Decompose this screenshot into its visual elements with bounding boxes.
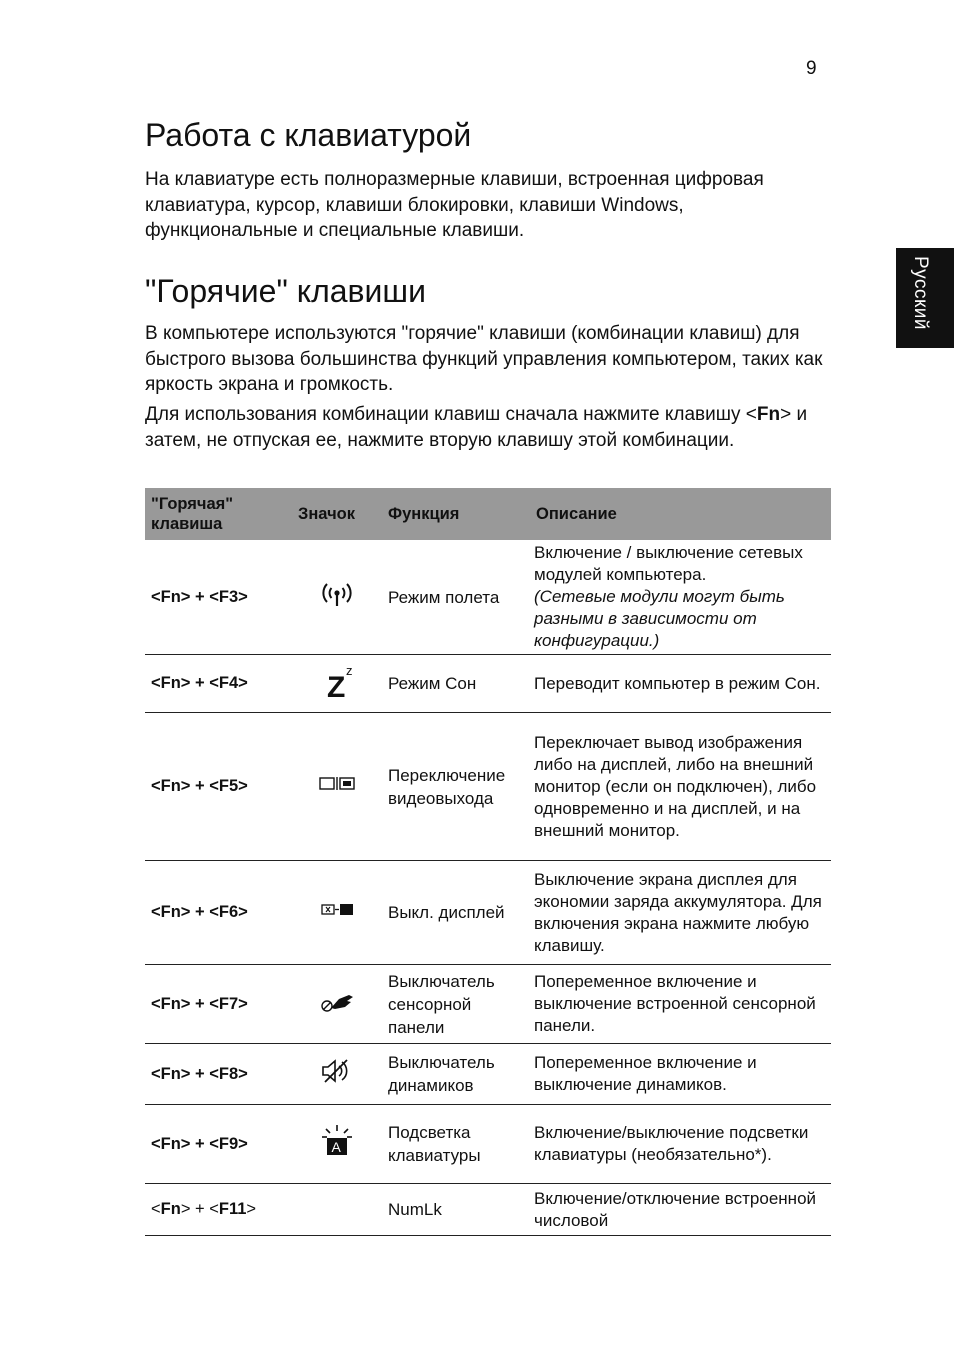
sleep-zz-icon [317,661,357,707]
language-side-tab-label: Русский [910,256,931,330]
touchpad-toggle-icon [317,987,357,1021]
wireless-icon [317,579,357,615]
function-cell: Режим Сон [382,655,530,713]
table-row [145,1105,831,1184]
description-cell: Включение/выключение подсветки клавиатуры (необязательно*). [530,1105,831,1184]
table-row [145,1184,831,1236]
header-description: Описание [536,505,617,523]
svg-text:A: A [331,1139,341,1155]
display-switch-icon [317,774,357,800]
description-cell: Включение/отключение встроенной числовой [530,1184,831,1236]
hotkey-cell: <Fn> + <F5> [145,713,292,861]
keyboard-backlight-icon [317,1123,357,1165]
hotkeys-p2-after: > и затем, не отпуская ее, нажмите вторую клавишу этой комбинации. [145,404,808,451]
key-f11: F11 [218,1200,247,1218]
icon-cell [292,713,382,861]
icon-cell [292,861,382,965]
hotkeys-p2-key: Fn [756,404,781,425]
key-fn: Fn [160,1200,181,1218]
page-number: 9 [806,58,817,79]
svg-text:Z: Z [327,670,346,701]
description-cell: Попеременное включение и выключение встроенной сенсорной панели. [530,965,831,1044]
language-side-tab [896,248,954,348]
function-cell: Выключатель динамиков [382,1044,530,1105]
description-cell: Переводит компьютер в режим Сон. [530,655,831,713]
table-row [145,540,831,655]
icon-cell [292,965,382,1044]
table-row [145,1044,831,1105]
hotkey-cell: <Fn> + <F8> [145,1044,292,1105]
function-cell: Подсветка клавиатуры [382,1105,530,1184]
key-bracket: < [151,1200,161,1218]
description-note: (Сетевые модули могут быть разными в зависимости от конфигурации.) [534,587,785,650]
key-bracket-close: > [246,1200,257,1218]
hotkeys-paragraph-2 [145,402,835,453]
hotkey-cell: <Fn> + <F6> [145,861,292,965]
hotkey-cell [145,1184,292,1236]
header-function: Функция [388,505,460,523]
table-row [145,713,831,861]
function-cell: Переключение видеовыхода [382,713,530,861]
icon-cell [292,1105,382,1184]
intro-paragraph: На клавиатуре есть полноразмерные клавиши, встроенная цифровая клавиатура, курсор, клавиши блокировки, клавиши Windows, функциональные и специальные клавиши. [145,169,764,241]
function-cell: Выключатель сенсорной панели [382,965,530,1044]
key-plus: > + < [180,1200,219,1218]
function-cell: Выкл. дисплей [382,861,530,965]
icon-cell [292,655,382,713]
table-row [145,655,831,713]
hotkey-cell: <Fn> + <F7> [145,965,292,1044]
icon-cell [292,540,382,655]
hotkeys-paragraph-1: В компьютере используются "горячие" клавиши (комбинации клавиш) для быстрого вызова большинства функций управления компьютером, таких как яркость экрана и громкость. [145,323,823,395]
icon-cell [292,1044,382,1105]
header-hotkey: "Горячая" клавиша [151,495,234,533]
hotkeys-p2-before: Для использования комбинации клавиш сначала нажмите клавишу < [145,404,757,425]
description-cell: Попеременное включение и выключение динамиков. [530,1044,831,1105]
section-title-hotkeys: "Горячие" клавиши [145,273,426,309]
hotkeys-table [145,488,831,1236]
description-text: Включение / выключение сетевых модулей компьютера. [534,543,803,584]
table-row [145,861,831,965]
function-cell: NumLk [382,1184,530,1236]
function-cell: Режим полета [382,540,530,655]
description-cell: Переключает вывод изображения либо на дисплей, либо на внешний монитор (если он подключен), либо одновременно и на дисплей, и на внешний монитор. [530,713,831,861]
hotkey-cell: <Fn> + <F3> [145,540,292,655]
description-cell: Выключение экрана дисплея для экономии заряда аккумулятора. Для включения экрана нажмите любую клавишу. [530,861,831,965]
hotkey-cell: <Fn> + <F9> [145,1105,292,1184]
table-row [145,965,831,1044]
speaker-mute-icon [317,1057,357,1091]
svg-text:z: z [346,662,353,678]
icon-cell [292,1184,382,1236]
display-off-icon [317,900,357,926]
hotkey-cell: <Fn> + <F4> [145,655,292,713]
header-icon: Значок [298,505,355,523]
description-cell [530,540,831,655]
section-title-keyboard: Работа с клавиатурой [145,117,472,153]
table-header-row [145,488,831,540]
